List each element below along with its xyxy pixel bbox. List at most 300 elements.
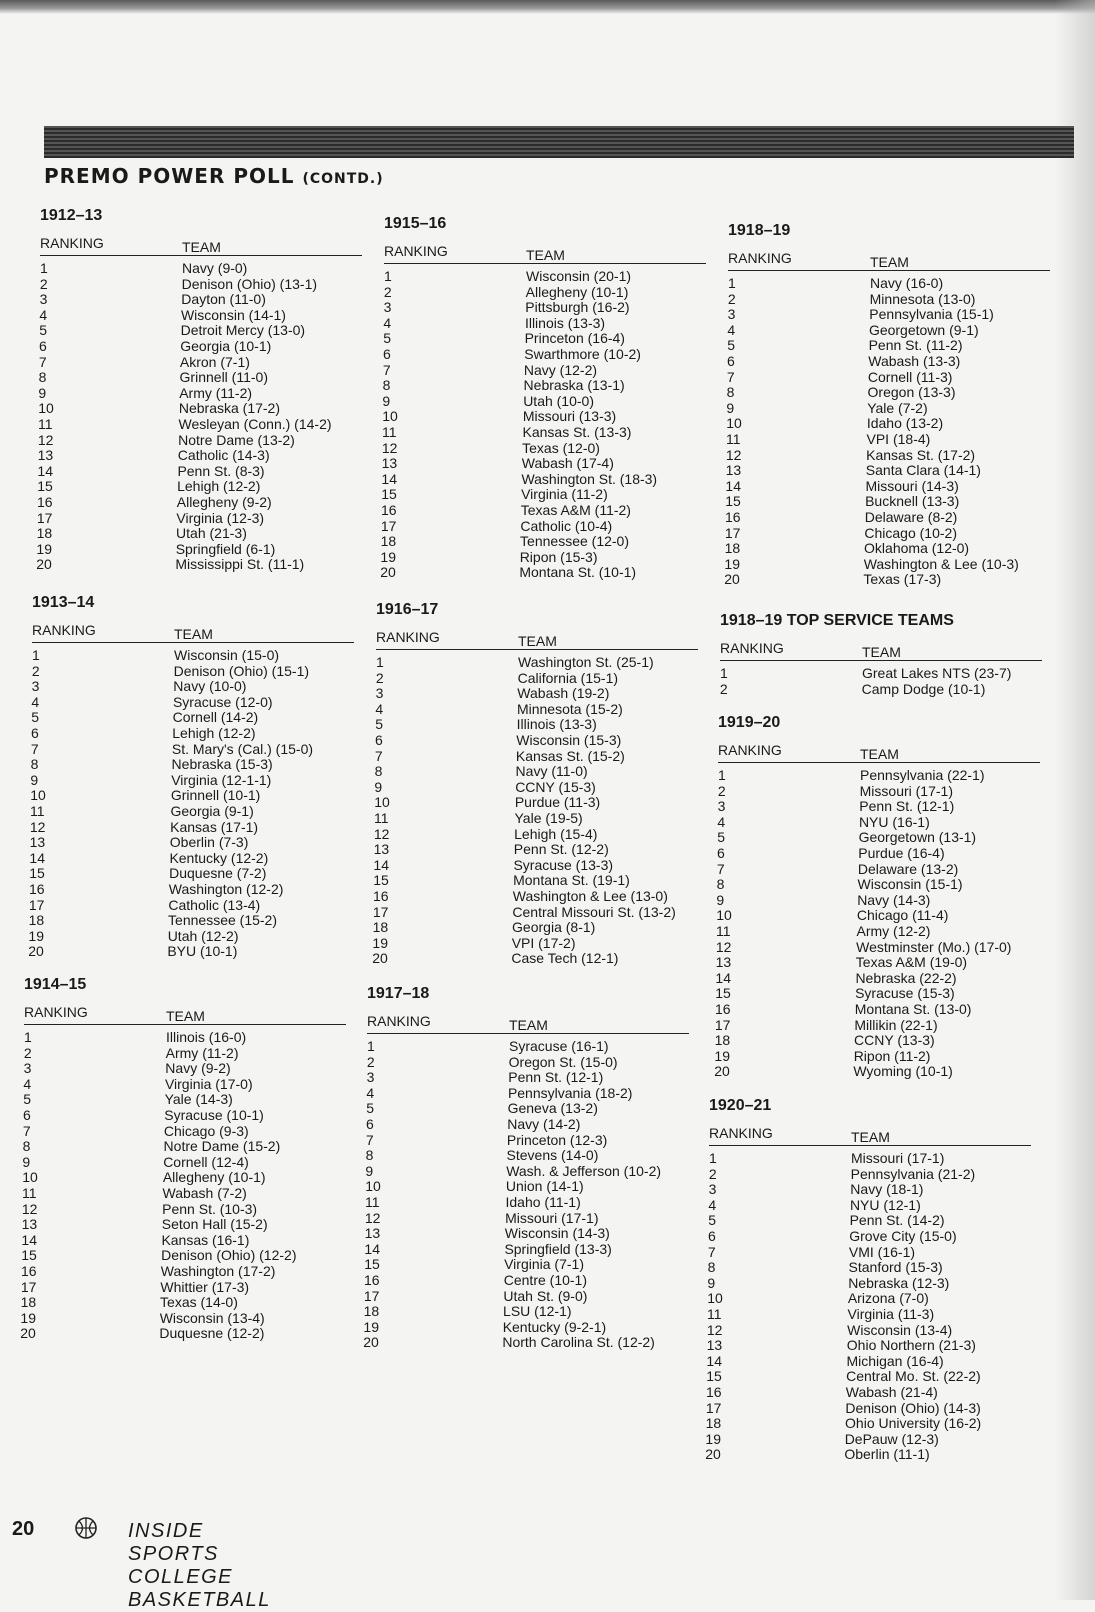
team-record: Wabash (17-4): [521, 455, 614, 472]
rank-number: 17: [714, 1016, 731, 1033]
ranking-row: [363, 1318, 689, 1336]
team-record: Texas A&M (19-0): [855, 954, 968, 971]
rank-number: 13: [381, 455, 398, 472]
team-header: TEAM: [174, 626, 213, 642]
rank-number: 20: [380, 564, 396, 581]
team-record: Wisconsin (13-4): [847, 1321, 953, 1338]
team-record: Georgetown (9-1): [868, 321, 979, 338]
ranking-row: [706, 1368, 1031, 1385]
team-header: TEAM: [870, 254, 909, 270]
team-record: Idaho (13-2): [866, 415, 944, 432]
ranking-header: RANKING: [367, 1013, 431, 1029]
team-record: Cornell (14-2): [172, 709, 259, 726]
team-record: Oklahoma (12-0): [864, 540, 970, 557]
rank-number: 16: [381, 501, 397, 518]
team-record: Wesleyan (Conn.) (14-2): [178, 415, 332, 432]
rank-number: 13: [725, 462, 742, 479]
ranking-row: [384, 425, 706, 441]
team-record: Grinnell (11-0): [179, 369, 268, 386]
poll-section-1918-19: [724, 222, 1050, 588]
ranking-row: [714, 1032, 1040, 1049]
ranking-row: [24, 1170, 346, 1186]
column-header: [709, 1125, 1031, 1146]
team-record: Pennsylvania (21-2): [850, 1165, 976, 1182]
rank-number: 14: [706, 1352, 722, 1369]
rank-number: 4: [366, 1084, 375, 1101]
rank-number: 8: [30, 756, 39, 773]
rank-number: 20: [363, 1334, 379, 1351]
ranking-row: [373, 856, 698, 874]
rank-number: 15: [706, 1368, 722, 1385]
ranking-row: [376, 655, 698, 671]
team-record: Detroit Mercy (13-0): [180, 322, 306, 339]
rank-number: 13: [373, 841, 390, 858]
ranking-row: [363, 1303, 689, 1320]
ranking-row: [24, 1061, 346, 1077]
ranking-row: [24, 1030, 346, 1046]
team-header: TEAM: [182, 239, 221, 255]
ranking-row: [705, 1399, 1031, 1417]
team-record: Washington (12-2): [168, 880, 284, 897]
rank-number: 1: [367, 1038, 375, 1054]
ranking-list: [705, 1150, 1031, 1463]
team-record: Navy (9-0): [182, 260, 248, 276]
ranking-row: [376, 764, 698, 780]
team-record: Penn St. (14-2): [849, 1212, 945, 1229]
rank-number: 10: [22, 1169, 38, 1186]
rank-number: 1: [32, 647, 40, 663]
ranking-row: [21, 1247, 346, 1264]
column-header: [24, 1004, 346, 1025]
ranking-row: [384, 378, 706, 394]
team-record: Nebraska (15-3): [171, 756, 273, 773]
team-record: Union (14-1): [505, 1178, 584, 1195]
ranking-row: [718, 846, 1040, 862]
team-record: Pennsylvania (18-2): [507, 1084, 633, 1101]
team-record: Wisconsin (14-3): [504, 1225, 610, 1242]
rank-number: 10: [374, 794, 390, 811]
ranking-row: [40, 401, 362, 417]
ranking-row: [29, 818, 354, 836]
ranking-row: [28, 927, 354, 945]
rank-number: 3: [717, 798, 726, 815]
page-top-shadow: [0, 0, 1095, 14]
ranking-row: [32, 664, 354, 680]
rank-number: 11: [38, 415, 53, 432]
ranking-row: [367, 1055, 689, 1071]
ranking-row: [32, 695, 354, 711]
team-record: Navy (14-2): [507, 1115, 581, 1132]
column-header: [376, 629, 698, 650]
ranking-row: [32, 710, 354, 726]
rank-number: 4: [708, 1196, 717, 1213]
rank-number: 14: [381, 470, 397, 487]
team-record: Utah St. (9-0): [503, 1287, 588, 1304]
ranking-row: [715, 1000, 1040, 1018]
page-edge-shadow: [1055, 0, 1095, 1600]
team-record: Yale (7-2): [867, 399, 928, 416]
team-record: Georgetown (13-1): [858, 829, 977, 846]
ranking-row: [709, 1213, 1031, 1229]
team-record: Duquesne (7-2): [169, 865, 267, 882]
team-record: Penn St. (8-3): [177, 462, 265, 479]
team-record: Illinois (16-0): [166, 1029, 247, 1045]
ranking-row: [32, 773, 354, 789]
team-record: Syracuse (10-1): [164, 1106, 264, 1123]
ranking-row: [376, 733, 698, 749]
ranking-list: [20, 1029, 346, 1342]
column-header: [367, 1013, 689, 1034]
ranking-row: [718, 815, 1040, 831]
team-record: Illinois (13-3): [524, 314, 606, 331]
team-record: Army (11-2): [179, 384, 253, 401]
rank-number: 16: [715, 1000, 731, 1017]
rank-number: 18: [380, 533, 397, 550]
ranking-row: [380, 548, 706, 566]
team-record: Wisconsin (14-1): [180, 306, 286, 323]
ranking-row: [725, 493, 1050, 510]
ranking-row: [28, 896, 354, 914]
poll-section-1918-19-service: [720, 612, 1042, 697]
rank-number: 7: [374, 747, 383, 764]
rank-number: 11: [30, 802, 45, 819]
ranking-row: [384, 331, 706, 347]
team-record: Wisconsin (15-0): [174, 647, 280, 663]
rank-number: 4: [383, 314, 392, 331]
ranking-row: [724, 524, 1050, 542]
ranking-row: [718, 768, 1040, 784]
basketball-icon: [74, 1516, 98, 1540]
rank-number: 18: [36, 525, 53, 542]
rank-number: 5: [717, 829, 725, 846]
rank-number: 20: [372, 950, 388, 967]
ranking-row: [24, 1139, 346, 1155]
ranking-row: [724, 555, 1050, 573]
team-record: Pennsylvania (22-1): [860, 767, 985, 783]
ranking-row: [714, 1047, 1040, 1065]
rank-number: 2: [727, 290, 736, 307]
ranking-row: [364, 1271, 689, 1289]
ranking-row: [380, 533, 706, 550]
rank-number: 12: [715, 938, 732, 955]
team-record: Montana St. (19-1): [513, 872, 630, 889]
ranking-row: [32, 804, 354, 820]
team-record: Purdue (11-3): [514, 794, 601, 811]
rank-number: 17: [724, 524, 741, 541]
rank-number: 4: [23, 1075, 32, 1092]
team-record: Delaware (8-2): [864, 508, 958, 525]
page-number: 20: [12, 1518, 35, 1540]
ranking-row: [40, 386, 362, 402]
team-record: Utah (10-0): [523, 392, 594, 409]
ranking-row: [725, 462, 1050, 479]
team-record: Wisconsin (13-4): [159, 1309, 265, 1326]
ranking-row: [24, 1092, 346, 1108]
team-record: VMI (16-1): [848, 1243, 916, 1260]
ranking-row: [384, 363, 706, 379]
rank-number: 7: [365, 1131, 374, 1148]
team-record: NYU (16-1): [858, 813, 930, 830]
rank-number: 19: [380, 548, 396, 565]
rank-number: 20: [705, 1446, 721, 1463]
ranking-row: [32, 648, 354, 664]
rank-number: 19: [363, 1318, 379, 1335]
rank-number: 18: [372, 919, 389, 936]
ranking-row: [384, 347, 706, 363]
team-record: Michigan (16-4): [846, 1352, 944, 1369]
ranking-row: [706, 1321, 1031, 1339]
team-record: Virginia (17-0): [164, 1075, 253, 1092]
ranking-row: [40, 370, 362, 386]
team-record: Wabash (7-2): [162, 1184, 247, 1201]
ranking-row: [40, 339, 362, 355]
rank-number: 16: [37, 493, 53, 510]
rank-number: 16: [725, 508, 741, 525]
ranking-row: [40, 292, 362, 308]
team-record: Kentucky (12-2): [169, 849, 269, 866]
rank-number: 10: [716, 907, 732, 924]
team-record: Ohio University (16-2): [845, 1415, 982, 1432]
ranking-row: [367, 1179, 689, 1195]
team-record: Mississippi St. (11-1): [175, 556, 305, 573]
ranking-row: [32, 742, 354, 758]
ranking-header: RANKING: [40, 235, 104, 251]
ranking-row: [728, 292, 1050, 308]
rank-number: 10: [382, 408, 398, 425]
team-record: Kentucky (9-2-1): [502, 1318, 607, 1335]
rank-number: 7: [22, 1122, 31, 1139]
rank-number: 6: [366, 1115, 374, 1132]
rank-number: 10: [707, 1290, 723, 1307]
team-record: Chicago (10-2): [864, 524, 957, 541]
column-header: [32, 622, 354, 643]
rank-number: 18: [724, 540, 741, 557]
ranking-row: [376, 749, 698, 765]
rank-number: 2: [366, 1053, 375, 1070]
ranking-row: [381, 486, 706, 503]
team-record: Virginia (11-2): [521, 486, 608, 503]
ranking-row: [376, 686, 698, 702]
ranking-row: [724, 540, 1050, 557]
team-record: Penn St. (11-2): [868, 337, 963, 354]
rank-number: 9: [707, 1274, 716, 1291]
ranking-row: [40, 355, 362, 371]
team-record: Denison (Ohio) (15-1): [173, 662, 310, 679]
ranking-row: [381, 439, 706, 457]
team-record: Catholic (13-4): [168, 896, 261, 913]
ranking-row: [709, 1276, 1031, 1292]
rank-number: 5: [366, 1100, 374, 1117]
rank-number: 1: [40, 260, 48, 276]
ranking-row: [718, 862, 1040, 878]
team-record: CCNY (15-3): [515, 778, 596, 795]
ranking-row: [384, 316, 706, 332]
rank-number: 1: [384, 268, 392, 284]
column-header: [720, 640, 1042, 661]
team-record: Lehigh (12-2): [177, 478, 261, 495]
ranking-row: [718, 830, 1040, 846]
team-record: Camp Dodge (10-1): [861, 680, 986, 697]
ranking-row: [381, 501, 706, 519]
ranking-row: [728, 416, 1050, 432]
team-record: Texas (12-0): [522, 439, 600, 456]
team-record: Wabash (21-4): [845, 1383, 938, 1400]
ranking-row: [709, 1291, 1031, 1307]
ranking-header: RANKING: [376, 629, 440, 645]
team-record: Washington (17-2): [160, 1262, 276, 1279]
column-header: [728, 250, 1050, 271]
rank-number: 14: [715, 969, 731, 986]
ranking-row: [21, 1216, 346, 1233]
team-record: Chicago (11-4): [856, 907, 949, 924]
team-header: TEAM: [518, 633, 557, 649]
ranking-row: [728, 338, 1050, 354]
rank-number: 9: [38, 384, 47, 401]
rank-number: 16: [364, 1271, 380, 1288]
rank-number: 8: [365, 1147, 374, 1164]
rank-number: 19: [714, 1047, 730, 1064]
header-rule-bar: [44, 126, 1074, 158]
rank-number: 12: [37, 431, 54, 448]
team-record: Seton Hall (15-2): [161, 1216, 268, 1233]
team-record: Centre (10-1): [503, 1271, 588, 1288]
team-record: Penn St. (10-3): [162, 1200, 258, 1217]
team-record: Georgia (8-1): [512, 919, 596, 936]
rank-number: 3: [23, 1060, 32, 1077]
rank-number: 15: [21, 1247, 37, 1264]
column-header: [718, 742, 1040, 763]
team-record: Georgia (9-1): [170, 802, 254, 819]
ranking-row: [718, 908, 1040, 924]
ranking-row: [381, 470, 706, 488]
rank-number: 8: [707, 1259, 716, 1276]
publication-title: INSIDE SPORTS COLLEGE BASKETBALL: [128, 1520, 271, 1611]
ranking-row: [373, 872, 698, 889]
team-record: Denison (Ohio) (14-3): [845, 1399, 981, 1416]
rank-number: 11: [726, 430, 741, 447]
ranking-row: [24, 1155, 346, 1171]
team-record: Missouri (17-1): [851, 1150, 945, 1166]
ranking-row: [728, 323, 1050, 339]
team-record: Allegheny (9-2): [176, 493, 272, 510]
section-title: 1918–19: [728, 222, 791, 239]
team-record: Wisconsin (20-1): [526, 268, 632, 284]
team-record: Missouri (13-3): [522, 408, 617, 425]
rank-number: 5: [375, 716, 383, 733]
ranking-header: RANKING: [720, 640, 784, 656]
rank-number: 13: [37, 447, 54, 464]
team-record: Grove City (15-0): [849, 1227, 957, 1244]
team-record: Central Missouri St. (13-2): [512, 903, 676, 920]
team-record: Kansas St. (17-2): [866, 446, 976, 463]
rank-number: 4: [31, 693, 40, 710]
rank-number: 18: [28, 912, 45, 929]
rank-number: 15: [37, 478, 53, 495]
ranking-row: [718, 924, 1040, 940]
rank-number: 1: [718, 767, 726, 783]
rank-number: 2: [23, 1044, 32, 1061]
team-record: Syracuse (16-1): [509, 1038, 609, 1054]
rank-number: 2: [31, 662, 40, 679]
rank-number: 20: [724, 571, 740, 588]
ranking-row: [705, 1415, 1031, 1432]
rank-number: 18: [20, 1294, 37, 1311]
rank-number: 19: [705, 1430, 721, 1447]
ranking-row: [724, 571, 1050, 588]
team-record: Navy (11-0): [515, 763, 588, 780]
rank-number: 6: [383, 345, 391, 362]
ranking-row: [715, 938, 1040, 956]
rank-number: 5: [727, 337, 735, 354]
rank-number: 19: [724, 555, 740, 572]
ranking-row: [32, 788, 354, 804]
team-record: Santa Clara (14-1): [865, 462, 981, 479]
team-record: Wabash (19-2): [517, 685, 610, 702]
team-record: Oberlin (11-1): [844, 1446, 930, 1463]
rank-number: 4: [39, 306, 48, 323]
team-record: BYU (10-1): [167, 943, 238, 960]
section-title: 1920–21: [709, 1097, 772, 1114]
ranking-row: [718, 799, 1040, 815]
team-record: Ohio Northern (21-3): [846, 1337, 976, 1354]
rank-number: 14: [21, 1231, 37, 1248]
ranking-row: [40, 323, 362, 339]
team-record: Washington St. (18-3): [521, 470, 658, 487]
ranking-row: [367, 1101, 689, 1117]
ranking-row: [20, 1294, 346, 1311]
rank-number: 3: [375, 685, 384, 702]
ranking-row: [706, 1337, 1031, 1354]
ranking-header: RANKING: [32, 622, 96, 638]
rank-number: 7: [382, 361, 391, 378]
ranking-row: [380, 517, 706, 535]
rank-number: 1: [728, 275, 736, 291]
team-record: Nebraska (13-1): [523, 377, 625, 394]
ranking-row: [20, 1278, 346, 1296]
team-record: Tennessee (12-0): [520, 533, 629, 550]
ranking-row: [28, 943, 354, 960]
rank-number: 19: [20, 1309, 36, 1326]
rank-number: 5: [383, 330, 391, 347]
ranking-row: [728, 370, 1050, 386]
ranking-row: [36, 509, 362, 527]
rank-number: 14: [373, 856, 389, 873]
team-record: Denison (Ohio) (13-1): [181, 275, 318, 292]
team-record: Minnesota (15-2): [516, 700, 623, 717]
rank-number: 11: [365, 1193, 380, 1210]
team-record: VPI (17-2): [511, 934, 576, 951]
ranking-row: [363, 1287, 689, 1305]
rank-number: 6: [39, 337, 47, 354]
rank-number: 10: [726, 415, 742, 432]
rank-number: 6: [717, 844, 725, 861]
ranking-row: [21, 1231, 346, 1249]
ranking-row: [29, 834, 354, 851]
team-record: Kansas St. (13-3): [522, 423, 632, 440]
team-record: Kansas (16-1): [161, 1231, 250, 1248]
poll-section-1920-21: [705, 1097, 1031, 1463]
ranking-row: [24, 1046, 346, 1062]
ranking-row: [705, 1430, 1031, 1448]
ranking-row: [367, 1039, 689, 1055]
ranking-row: [720, 682, 1042, 698]
ranking-row: [720, 666, 1042, 682]
rank-number: 6: [375, 731, 383, 748]
team-record: Utah (12-2): [167, 927, 239, 944]
rank-number: 9: [374, 778, 383, 795]
team-record: Westminster (Mo.) (17-0): [856, 938, 1012, 955]
ranking-row: [40, 308, 362, 324]
